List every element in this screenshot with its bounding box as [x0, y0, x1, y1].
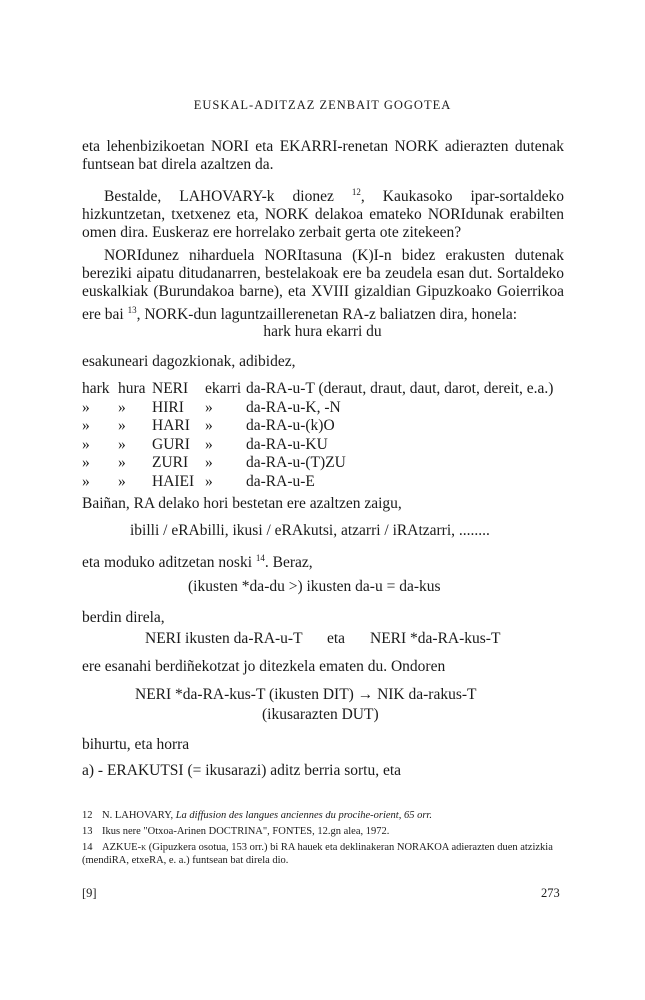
table-cell: hark: [82, 380, 110, 397]
table-cell: »: [118, 398, 126, 416]
table-cell: »: [205, 454, 213, 471]
footnote-14: 14 AZKUE-k (Gipuzkera osotua, 153 orr.) bi RA hauek eta deklinakeran NORAKOA adierazten duen atzizkia (mendiRA, etxeRA, e. a.) funtsean bat direla dio.: [82, 842, 553, 866]
table-cell: da-RA-u-KU: [246, 435, 328, 453]
example-1: hark hura ekarri du: [263, 323, 382, 340]
table-cell: »: [205, 398, 213, 416]
table-cell: »: [205, 435, 213, 453]
table-cell: »: [118, 417, 126, 434]
example-4-left: NERI ikusten da-RA-u-T: [145, 630, 303, 647]
table-cell: »: [82, 417, 90, 434]
paragraph-1: eta lehenbizikoetan NORI eta EKARRI-renetan NORK adierazten dutenak funtsean bat direla azaltzen da.: [82, 138, 564, 173]
page-label: [9]: [82, 886, 97, 900]
paragraph-7: berdin direla,: [82, 609, 165, 626]
example-5-line-2: (ikusarazten DUT): [262, 706, 379, 723]
example-5-line-1: NERI *da-RA-kus-T (ikusten DIT) → NIK da-rakus-T: [135, 686, 477, 703]
page-number: 273: [541, 886, 560, 900]
table-cell: da-RA-u-T (deraut, draut, daut, darot, dereit, e.a.): [246, 380, 554, 397]
footnote-ref-13: 13: [127, 305, 137, 315]
paragraph-6: eta moduko aditzetan noski $^{14}$. Beraz,: [82, 553, 313, 571]
table-cell: »: [118, 435, 126, 453]
example-3: (ikusten *da-du >) ikusten da-u = da-kus: [188, 578, 441, 595]
example-4-conjunction: eta: [327, 630, 346, 647]
conjugation-table: [0, 380, 645, 490]
table-cell: »: [82, 435, 90, 453]
footnote-13: 13 Ikus nere "Otxoa-Arinen DOCTRINA", FONTES, 12.gn alea, 1972.: [82, 826, 390, 837]
table-cell: da-RA-u-K, -N: [246, 398, 341, 416]
running-header: EUSKAL-ADITZAZ ZENBAIT GOGOTEA: [193, 98, 452, 112]
table-cell: HIRI: [152, 398, 184, 416]
table-cell: NERI: [152, 380, 189, 397]
table-cell: HARI: [152, 417, 190, 434]
paragraph-2: Bestalde, LAHOVARY-k dionez $^{12}$, Kaukasoko ipar-sortaldeko hizkuntzetan, txetxenez eta, NORK delakoa emateko NORIdunak erabilten omen dira. Euskeraz ere horrelako zerbait gerta ote zitekeen?: [82, 187, 564, 241]
table-cell: »: [205, 417, 213, 434]
table-cell: hura: [118, 380, 146, 397]
table-cell: ZURI: [152, 454, 189, 471]
table-cell: »: [118, 454, 126, 471]
table-cell: »: [82, 398, 90, 416]
example-2: ibilli / eRAbilli, ikusi / eRAkutsi, atzarri / iRAtzarri, ........: [130, 522, 490, 539]
footnote-ref-12: 12: [351, 187, 361, 197]
paragraph-8: ere esanahi berdiñekotzat jo ditezkela ematen du. Ondoren: [82, 658, 446, 675]
footnote-12: 12 N. LAHOVARY, La diffusion des langues anciennes du procihe-orient, 65 orr.: [82, 810, 432, 821]
table-cell: ekarri: [205, 380, 242, 397]
paragraph-10: a) - ERAKUTSI (= ikusarazi) aditz berria sortu, eta: [82, 762, 402, 779]
table-cell: »: [82, 454, 90, 471]
paragraph-9: bihurtu, eta horra: [82, 736, 190, 753]
table-cell: HAIEI: [152, 472, 195, 490]
paragraph-3: NORIdunez niharduela NORItasuna (K)I-n bidez erakusten dutenak bereziki aipatu ditudanarren, bestelakoak ere ba zeudela esan dut. Sortaldeko euskalkiak (Burundakoa barne), eta XVIII gizaldian Gipuzkoako Goierrikoa ere bai $^{13}$, NORK-dun laguntzaillerenetan RA-z baliatzen dira, honela:: [82, 247, 564, 323]
footnote-ref-14: 14: [255, 553, 265, 563]
paragraph-5: Baiñan, RA delako hori bestetan ere azaltzen zaigu,: [82, 495, 402, 512]
table-cell: »: [205, 472, 213, 490]
example-4-right: NERI *da-RA-kus-T: [370, 630, 501, 647]
table-cell: »: [82, 472, 90, 490]
table-cell: da-RA-u-E: [246, 472, 315, 490]
table-cell: da-RA-u-(T)ZU: [246, 454, 346, 471]
table-cell: GURI: [152, 435, 190, 453]
table-cell: da-RA-u-(k)O: [246, 417, 335, 434]
table-cell: »: [118, 472, 126, 490]
paragraph-4: esakuneari dagozkionak, adibidez,: [82, 353, 296, 370]
